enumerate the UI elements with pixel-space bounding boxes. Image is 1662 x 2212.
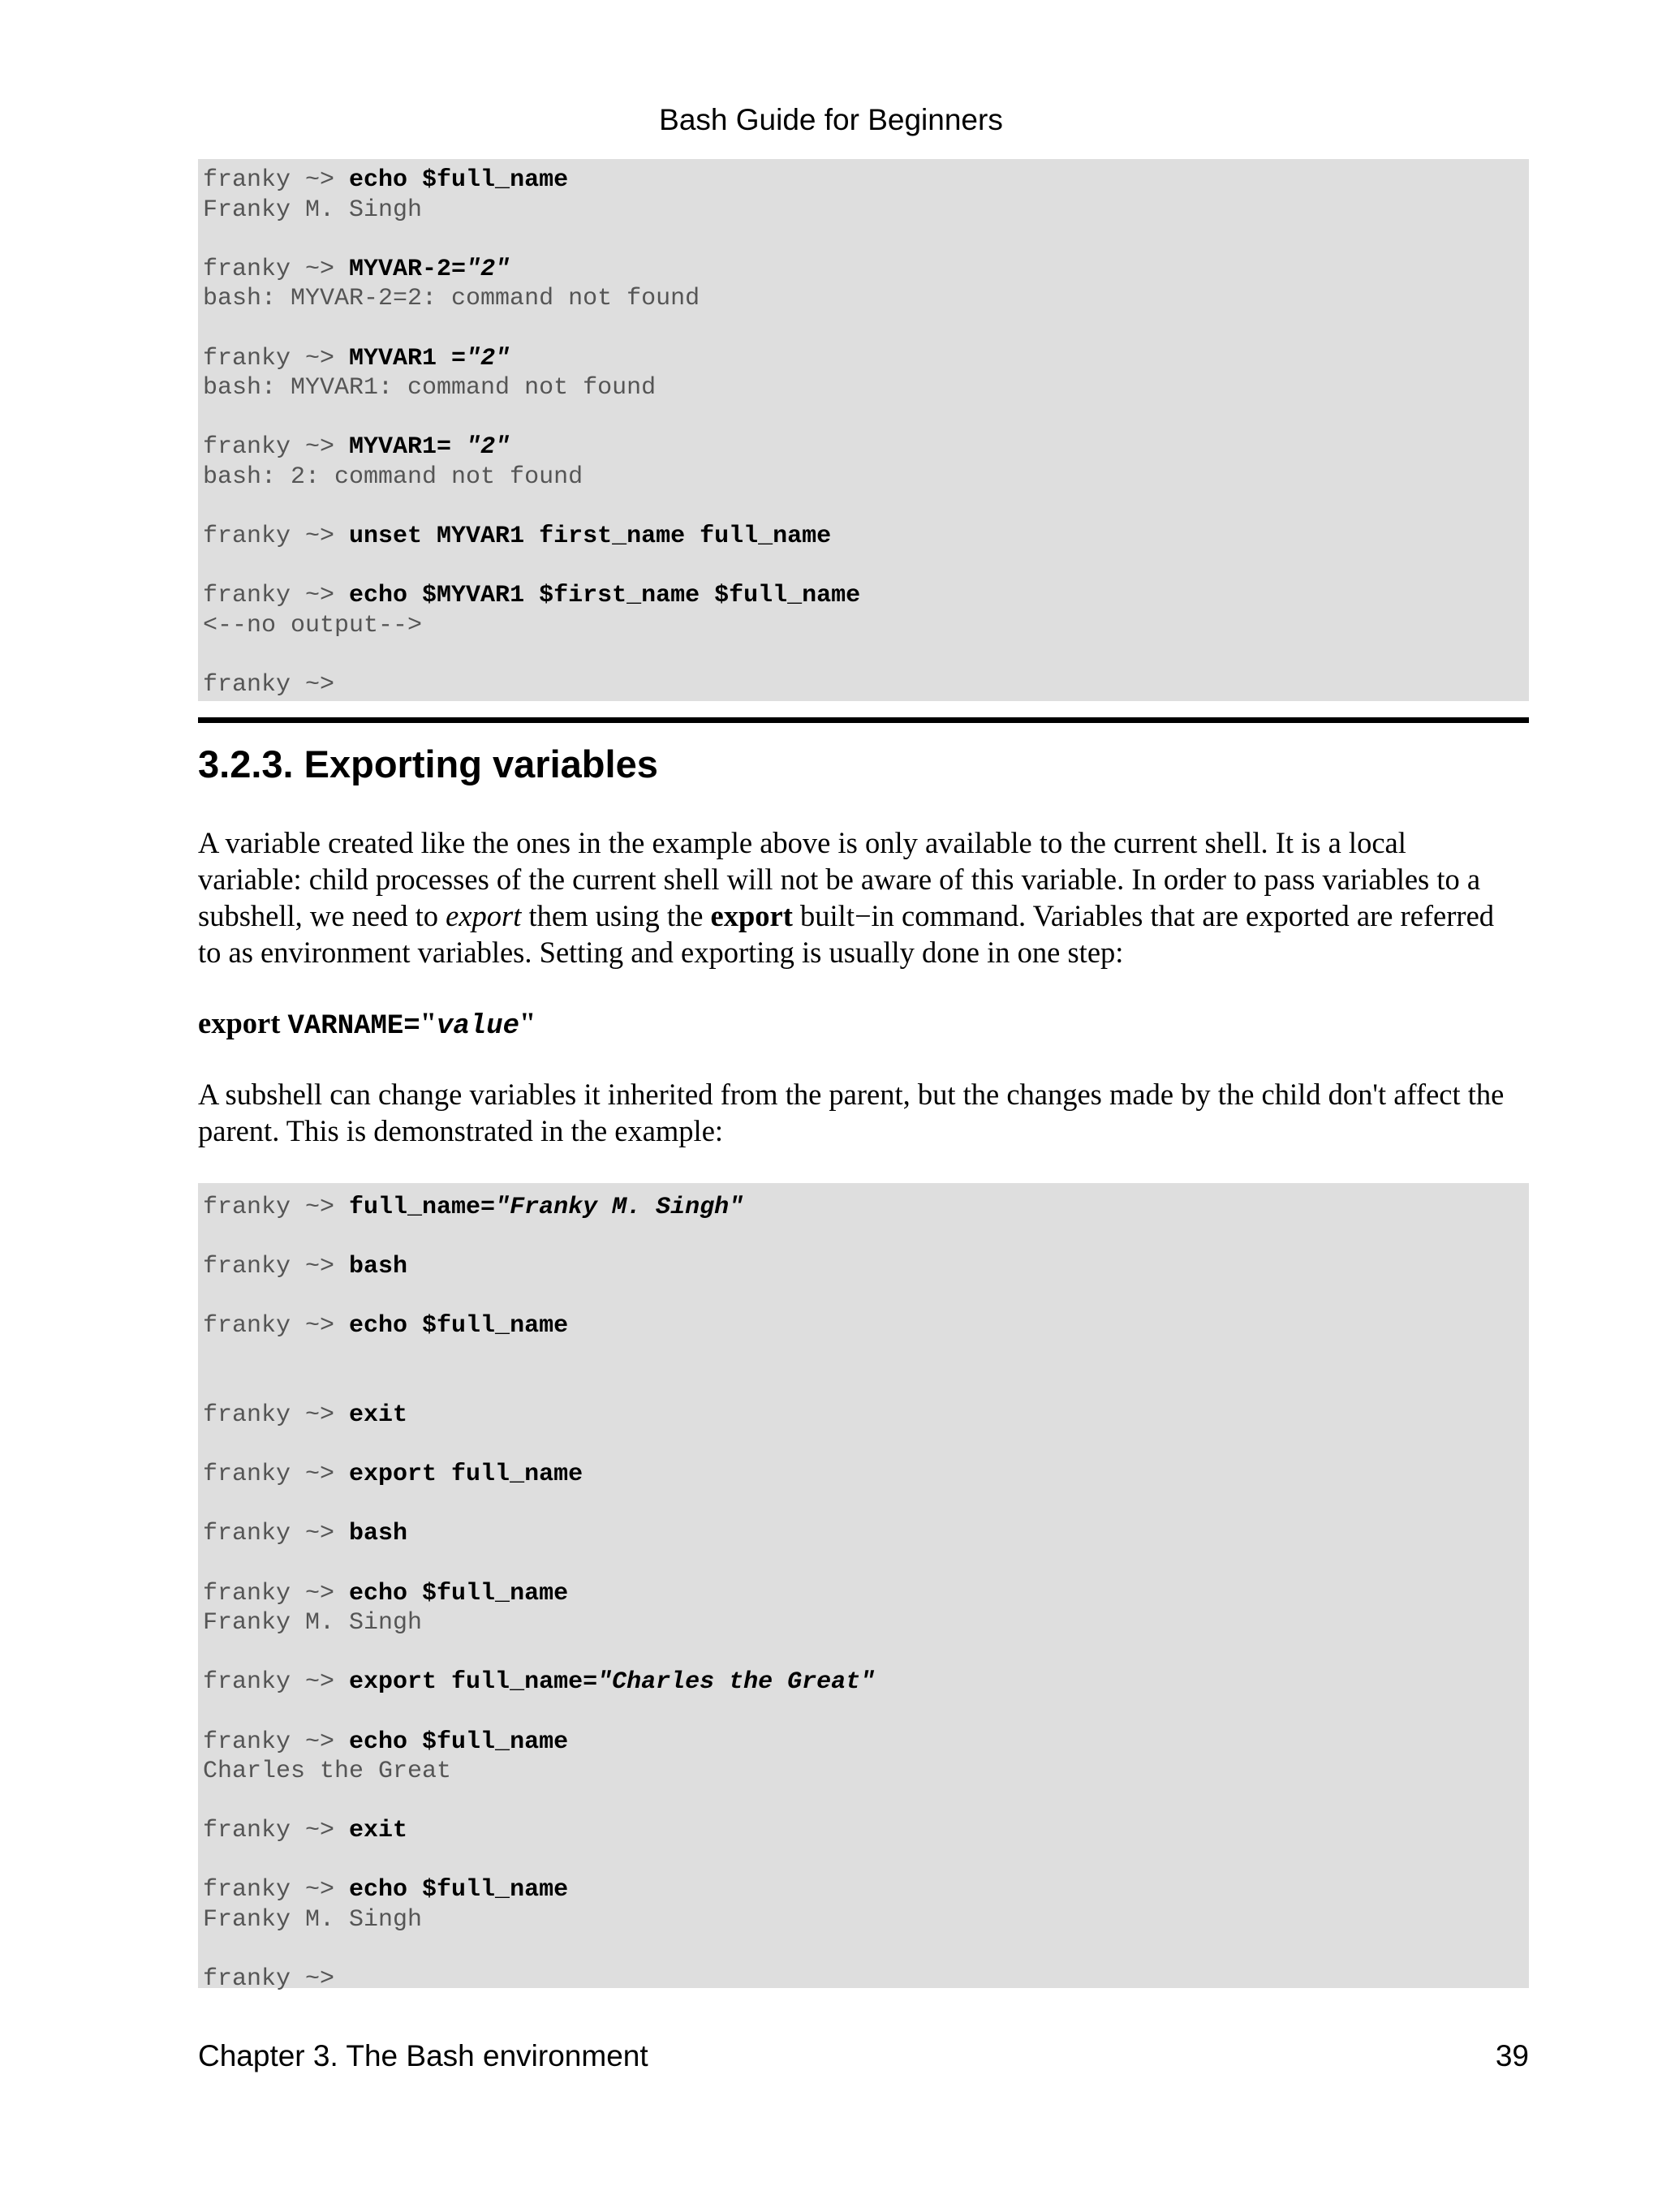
output-line: Charles the Great — [203, 1758, 452, 1786]
paragraph-subshell — [198, 1076, 1537, 1149]
text-line: A subshell can change variables it inherited from the parent, but the changes made by the child don't affect the — [198, 1078, 1505, 1111]
syntax-keyword: export — [198, 1006, 288, 1039]
command: echo $full_name — [349, 1876, 569, 1904]
code-line — [203, 1311, 1529, 1341]
command: echo $full_name — [349, 1728, 569, 1756]
prompt: franky ~> — [203, 1668, 350, 1697]
code-line — [203, 433, 1529, 463]
prompt: franky ~> — [203, 1461, 350, 1489]
prompt: franky ~> — [203, 1401, 350, 1429]
code-line — [203, 522, 1529, 552]
output-line: Franky M. Singh — [203, 1906, 423, 1934]
code-line — [203, 1401, 1529, 1431]
code-example-2 — [198, 1183, 1529, 1994]
prompt: franky ~> — [203, 671, 335, 699]
prompt: franky ~> — [203, 1194, 350, 1221]
prompt: franky ~> — [203, 582, 350, 610]
command: export full_name= — [349, 1668, 598, 1697]
command: echo $full_name — [349, 1579, 569, 1607]
footer-page-number: 39 — [1495, 2039, 1529, 2072]
code-line — [203, 670, 1529, 700]
prompt: franky ~> — [203, 255, 350, 283]
section-heading: 3.2.3. Exporting variables — [198, 742, 658, 785]
prompt: franky ~> — [203, 433, 350, 462]
section-divider — [198, 717, 1529, 723]
code-line — [203, 344, 1529, 374]
command-export: export — [710, 899, 793, 932]
output-line: bash: MYVAR-2=2: command not found — [203, 285, 700, 313]
command: bash — [349, 1520, 408, 1548]
syntax-example: export VARNAME="value" — [198, 1006, 536, 1042]
output-line: Franky M. Singh — [203, 1609, 423, 1637]
prompt: franky ~> — [203, 166, 350, 194]
code-line — [203, 1816, 1529, 1846]
text-line: A variable created like the ones in the example above is only available to the current shell. It is a local — [198, 826, 1406, 859]
quoted-value: "Franky M. Singh" — [495, 1194, 744, 1221]
text-line: subshell, we need to export them using the export built−in command. Variables that are exported are referred — [198, 899, 1495, 932]
command: MYVAR1 = — [349, 344, 467, 372]
text-line: to as environment variables. Setting and exporting is usually done in one step: — [198, 936, 1124, 969]
text-line: parent. This is demonstrated in the example: — [198, 1114, 724, 1147]
prompt: franky ~> — [203, 1312, 350, 1341]
command: echo $full_name — [349, 1312, 569, 1341]
command: MYVAR-2= — [349, 255, 467, 283]
command: echo $MYVAR1 $first_name $full_name — [349, 582, 861, 610]
prompt: franky ~> — [203, 1876, 350, 1904]
quoted-value: "2" — [466, 255, 510, 283]
code-line — [203, 1579, 1529, 1609]
output-line: bash: MYVAR1: command not found — [203, 374, 657, 402]
command: exit — [349, 1401, 408, 1429]
code-line — [203, 581, 1529, 611]
code-line — [203, 1728, 1529, 1758]
text-line: variable: child processes of the current shell will not be aware of this variable. In order to pass variables to a — [198, 863, 1481, 896]
syntax-value: value — [436, 1011, 520, 1042]
code-example-1 — [198, 159, 1529, 701]
quoted-value: "2" — [466, 433, 510, 462]
command: bash — [349, 1253, 408, 1281]
prompt: franky ~> — [203, 1253, 350, 1281]
command: export full_name — [349, 1461, 583, 1489]
code-line — [203, 1252, 1529, 1282]
paragraph-intro — [198, 824, 1537, 970]
prompt: franky ~> — [203, 1817, 350, 1845]
quoted-value: "Charles the Great" — [597, 1668, 876, 1697]
prompt: franky ~> — [203, 1728, 350, 1756]
code-line — [203, 1460, 1529, 1490]
command: full_name= — [349, 1194, 496, 1221]
command: MYVAR1= — [349, 433, 467, 462]
code-line — [203, 1965, 1529, 1995]
prompt: franky ~> — [203, 523, 350, 551]
syntax-varname: VARNAME= — [287, 1011, 420, 1042]
output-line: bash: 2: command not found — [203, 463, 583, 491]
code-line — [203, 1668, 1529, 1698]
quoted-value: "2" — [466, 344, 510, 372]
code-line — [203, 166, 1529, 196]
prompt: franky ~> — [203, 344, 350, 372]
prompt: franky ~> — [203, 1520, 350, 1548]
command: exit — [349, 1817, 408, 1845]
code-line — [203, 1519, 1529, 1549]
code-line — [203, 1193, 1529, 1223]
footer-chapter: Chapter 3. The Bash environment — [198, 2039, 648, 2072]
code-line — [203, 255, 1529, 285]
command: echo $full_name — [349, 166, 569, 194]
output-line: Franky M. Singh — [203, 196, 423, 224]
page-header: Bash Guide for Beginners — [659, 103, 1003, 136]
prompt: franky ~> — [203, 1965, 335, 1994]
command: unset MYVAR1 first_name full_name — [349, 523, 832, 551]
prompt: franky ~> — [203, 1579, 350, 1607]
output-line: <--no output--> — [203, 611, 423, 639]
emphasis-export: export — [446, 899, 522, 932]
code-line — [203, 1875, 1529, 1905]
